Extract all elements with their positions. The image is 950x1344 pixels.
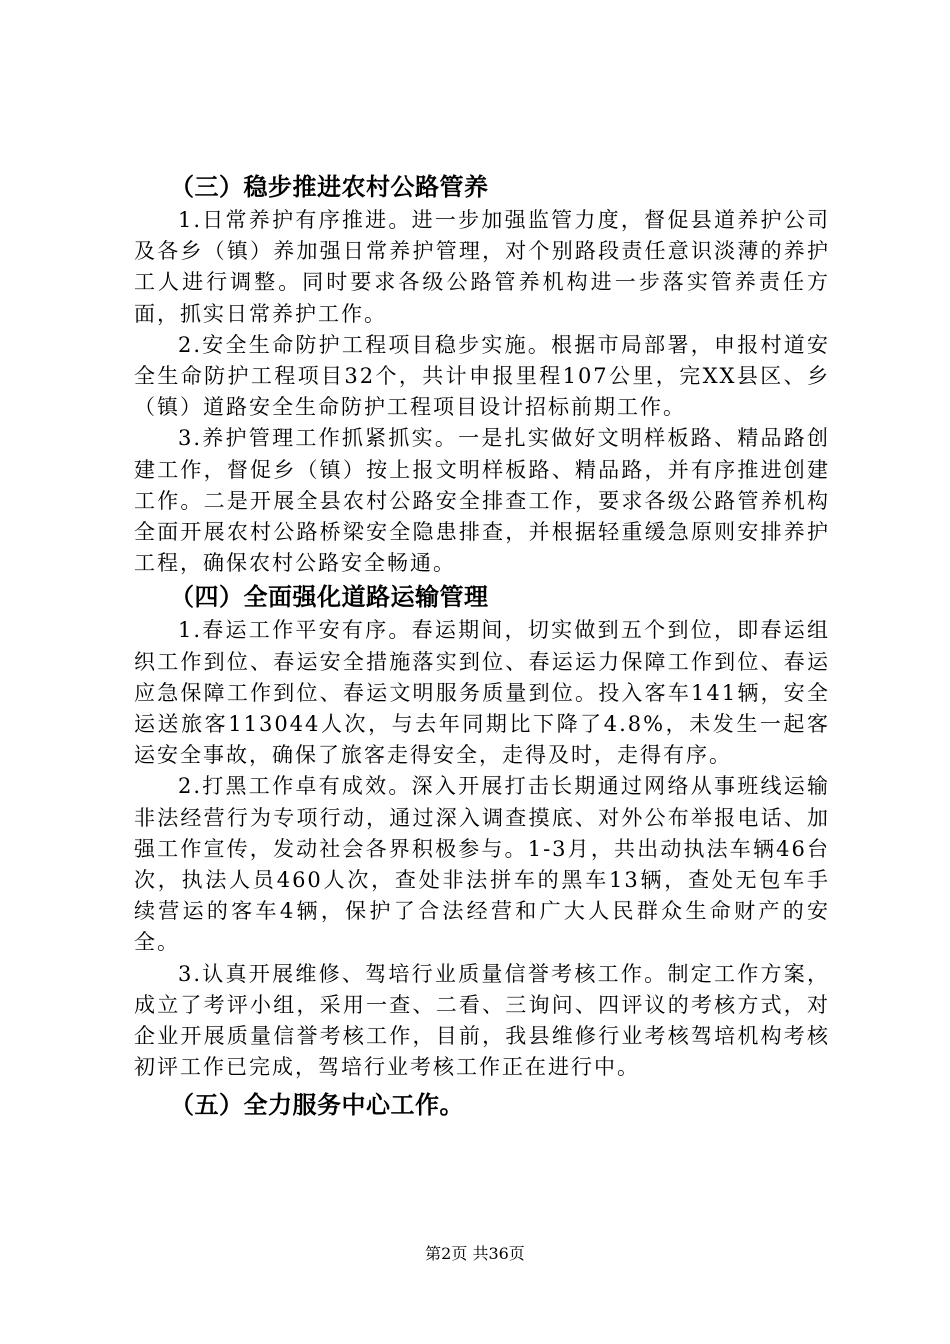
paragraph-quality-credit-assessment: 3.认真开展维修、驾培行业质量信誉考核工作。制定工作方案，成立了考评小组，采用一查、二看、三询问、四评议的考核方式，对企业开展质量信誉考核工作，目前，我县维修行业考核驾培机构考核初评工作已完成，驾培行业考核工作正在进行中。: [134, 961, 830, 1080]
section-heading-3: （三）稳步推进农村公路管养: [170, 173, 489, 201]
paragraph-daily-maintenance: 1.日常养护有序推进。进一步加强监管力度，督促县道养护公司及各乡（镇）养加强日常养护管理，对个别路段责任意识淡薄的养护工人进行调整。同时要求各级公路管养机构进一步落实管养责任方面，抓实日常养护工作。: [134, 208, 830, 326]
paragraph-spring-transport: 1.春运工作平安有序。春运期间，切实做到五个到位，即春运组织工作到位、春运安全措施落实到位、春运运力保障工作到位、春运应急保障工作到位、春运文明服务质量到位。投入客车141辆，安全运送旅客113044人次，与去年同期比下降了4.8%，未发生一起客运安全事故，确保了旅客走得安全，走得及时，走得有序。: [134, 618, 830, 768]
document-body: [134, 169, 830, 1123]
paragraph-illegal-operation-crackdown: 2.打黑工作卓有成效。深入开展打击长期通过网络从事班线运输非法经营行为专项行动，通过深入调查摸底、对外公布举报电话、加强工作宣传，发动社会各界积极参与。1-3月，共出动执法车辆46台次，执法人员460人次，查处非法拼车的黑车13辆，查处无包车手续营运的客车4辆，保护了合法经营和广大人民群众生命财产的安全。: [134, 774, 830, 955]
paragraph-maintenance-management: 3.养护管理工作抓紧抓实。一是扎实做好文明样板路、精品路创建工作，督促乡（镇）按上报文明样板路、精品路，并有序推进创建工作。二是开展全县农村公路安全排查工作，要求各级公路管养机构全面开展农村公路桥梁安全隐患排查，并根据轻重缓急原则安排养护工程，确保农村公路安全畅通。: [134, 426, 830, 576]
section-heading-4: （四）全面强化道路运输管理: [170, 583, 489, 612]
page-number-footer: 第2页 共36页: [425, 1244, 525, 1263]
paragraph-safety-protection-project: 2.安全生命防护工程项目稳步实施。根据市局部署，申报村道安全生命防护工程项目32个，共计申报里程107公里，完XX县区、乡（镇）道路安全生命防护工程项目设计招标前期工作。: [134, 332, 830, 420]
section-heading-5: （五）全力服务中心工作。: [170, 1091, 464, 1120]
